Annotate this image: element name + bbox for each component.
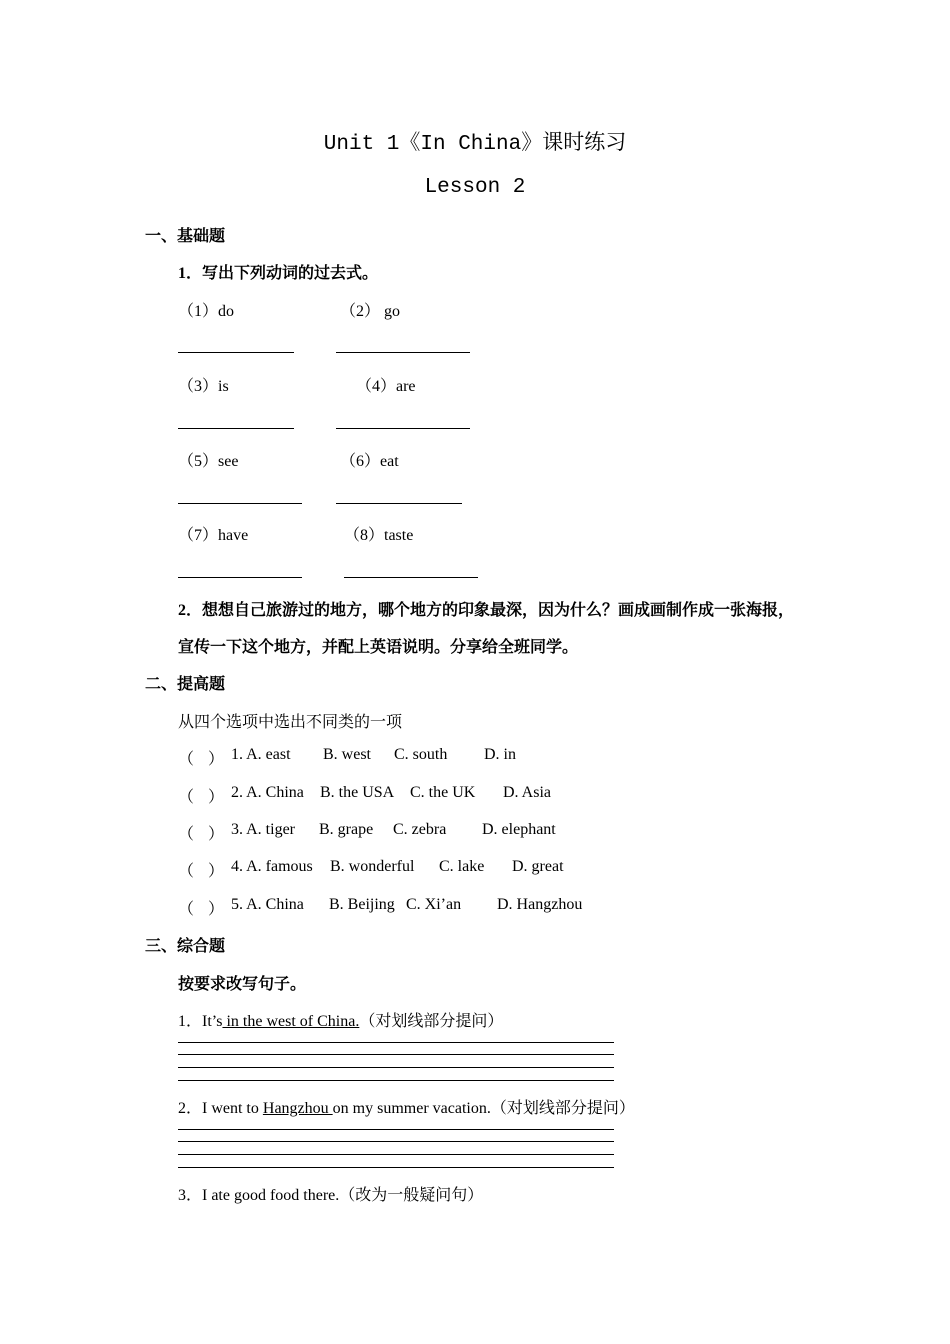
writing-line[interactable] <box>178 1054 614 1055</box>
verb-item-5: （5）see <box>178 453 239 470</box>
page-title: Unit 1《In China》课时练习 <box>323 133 627 156</box>
mc-q1-b: B. west <box>323 746 371 763</box>
writing-line[interactable] <box>178 1141 614 1142</box>
section3-heading: 三、综合题 <box>145 938 226 955</box>
answer-blank-6[interactable] <box>336 503 462 504</box>
writing-line[interactable] <box>178 1067 614 1068</box>
answer-blank-3[interactable] <box>178 428 294 429</box>
answer-blank-8[interactable] <box>344 577 478 578</box>
answer-paren-close[interactable]: ） <box>208 826 225 843</box>
mc-q5-b: B. Beijing <box>329 896 395 913</box>
verb-item-2: （2） go <box>340 303 401 320</box>
mc-q4-a: 4. A. famous <box>231 858 313 875</box>
rewrite-q1-underlined: in the west of China. <box>222 1013 360 1030</box>
verb-item-1: （1）do <box>178 303 235 320</box>
rewrite-q3: 3．I ate good food there.（改为一般疑问句） <box>178 1187 484 1204</box>
q2-line1: 2．想想自己旅游过的地方，哪个地方的印象最深，因为什么？画成画制作成一张海报， <box>178 602 795 619</box>
answer-blank-2[interactable] <box>336 352 470 353</box>
rewrite-q2-instruction: on my summer vacation.（对划线部分提问） <box>332 1100 635 1117</box>
mc-q1-d: D. in <box>484 746 516 763</box>
writing-line[interactable] <box>178 1080 614 1081</box>
q1-prompt: 1．写出下列动词的过去式。 <box>178 265 379 282</box>
section3-instruction: 按要求改写句子。 <box>178 976 307 993</box>
mc-q5-c: C. Xi’an <box>406 896 462 913</box>
writing-line[interactable] <box>178 1154 614 1155</box>
mc-q5-a: 5. A. China <box>231 896 304 913</box>
writing-line[interactable] <box>178 1167 614 1168</box>
answer-paren-open: （ <box>178 901 195 918</box>
answer-blank-1[interactable] <box>178 352 294 353</box>
answer-blank-4[interactable] <box>336 428 470 429</box>
mc-q1-c: C. south <box>394 746 448 763</box>
answer-paren-close[interactable]: ） <box>208 901 225 918</box>
verb-item-6: （6）eat <box>340 453 399 470</box>
verb-item-7: （7）have <box>178 527 249 544</box>
answer-paren-open: （ <box>178 789 195 806</box>
mc-q4-c: C. lake <box>439 858 485 875</box>
rewrite-q1-pre: 1．It’s <box>178 1013 223 1030</box>
answer-paren-open: （ <box>178 751 195 768</box>
mc-q3-a: 3. A. tiger <box>231 821 295 838</box>
rewrite-q1 <box>178 1008 503 1031</box>
mc-q2-d: D. Asia <box>503 784 551 801</box>
mc-q2-c: C. the UK <box>410 784 476 801</box>
lesson-subtitle: Lesson 2 <box>424 176 526 199</box>
answer-paren-close[interactable]: ） <box>208 751 225 768</box>
rewrite-q2 <box>178 1095 635 1118</box>
rewrite-q2-underlined: Hangzhou <box>262 1100 333 1117</box>
mc-q3-b: B. grape <box>319 821 374 838</box>
answer-paren-open: （ <box>178 826 195 843</box>
answer-blank-7[interactable] <box>178 577 302 578</box>
verb-item-3: （3）is <box>178 378 229 395</box>
answer-paren-open: （ <box>178 863 195 880</box>
verb-item-8: （8）taste <box>344 527 414 544</box>
mc-q4-b: B. wonderful <box>330 858 415 875</box>
answer-paren-close[interactable]: ） <box>208 789 225 806</box>
q2-line2: 宣传一下这个地方，并配上英语说明。分享给全班同学。 <box>178 639 579 656</box>
mc-q4-d: D. great <box>512 858 564 875</box>
mc-q1-a: 1. A. east <box>231 746 291 763</box>
writing-line[interactable] <box>178 1042 614 1043</box>
mc-q2-b: B. the USA <box>320 784 395 801</box>
section2-heading: 二、提高题 <box>145 676 226 693</box>
mc-q3-d: D. elephant <box>482 821 556 838</box>
section1-heading: 一、基础题 <box>145 228 226 245</box>
section2-instruction: 从四个选项中选出不同类的一项 <box>178 714 403 731</box>
mc-q3-c: C. zebra <box>393 821 447 838</box>
rewrite-q1-instruction: （对划线部分提问） <box>359 1013 504 1030</box>
verb-item-4: （4）are <box>356 378 416 395</box>
mc-q2-a: 2. A. China <box>231 784 304 801</box>
answer-paren-close[interactable]: ） <box>208 863 225 880</box>
writing-line[interactable] <box>178 1129 614 1130</box>
mc-q5-d: D. Hangzhou <box>497 896 583 913</box>
answer-blank-5[interactable] <box>178 503 302 504</box>
rewrite-q2-pre: 2．I went to <box>178 1100 263 1117</box>
